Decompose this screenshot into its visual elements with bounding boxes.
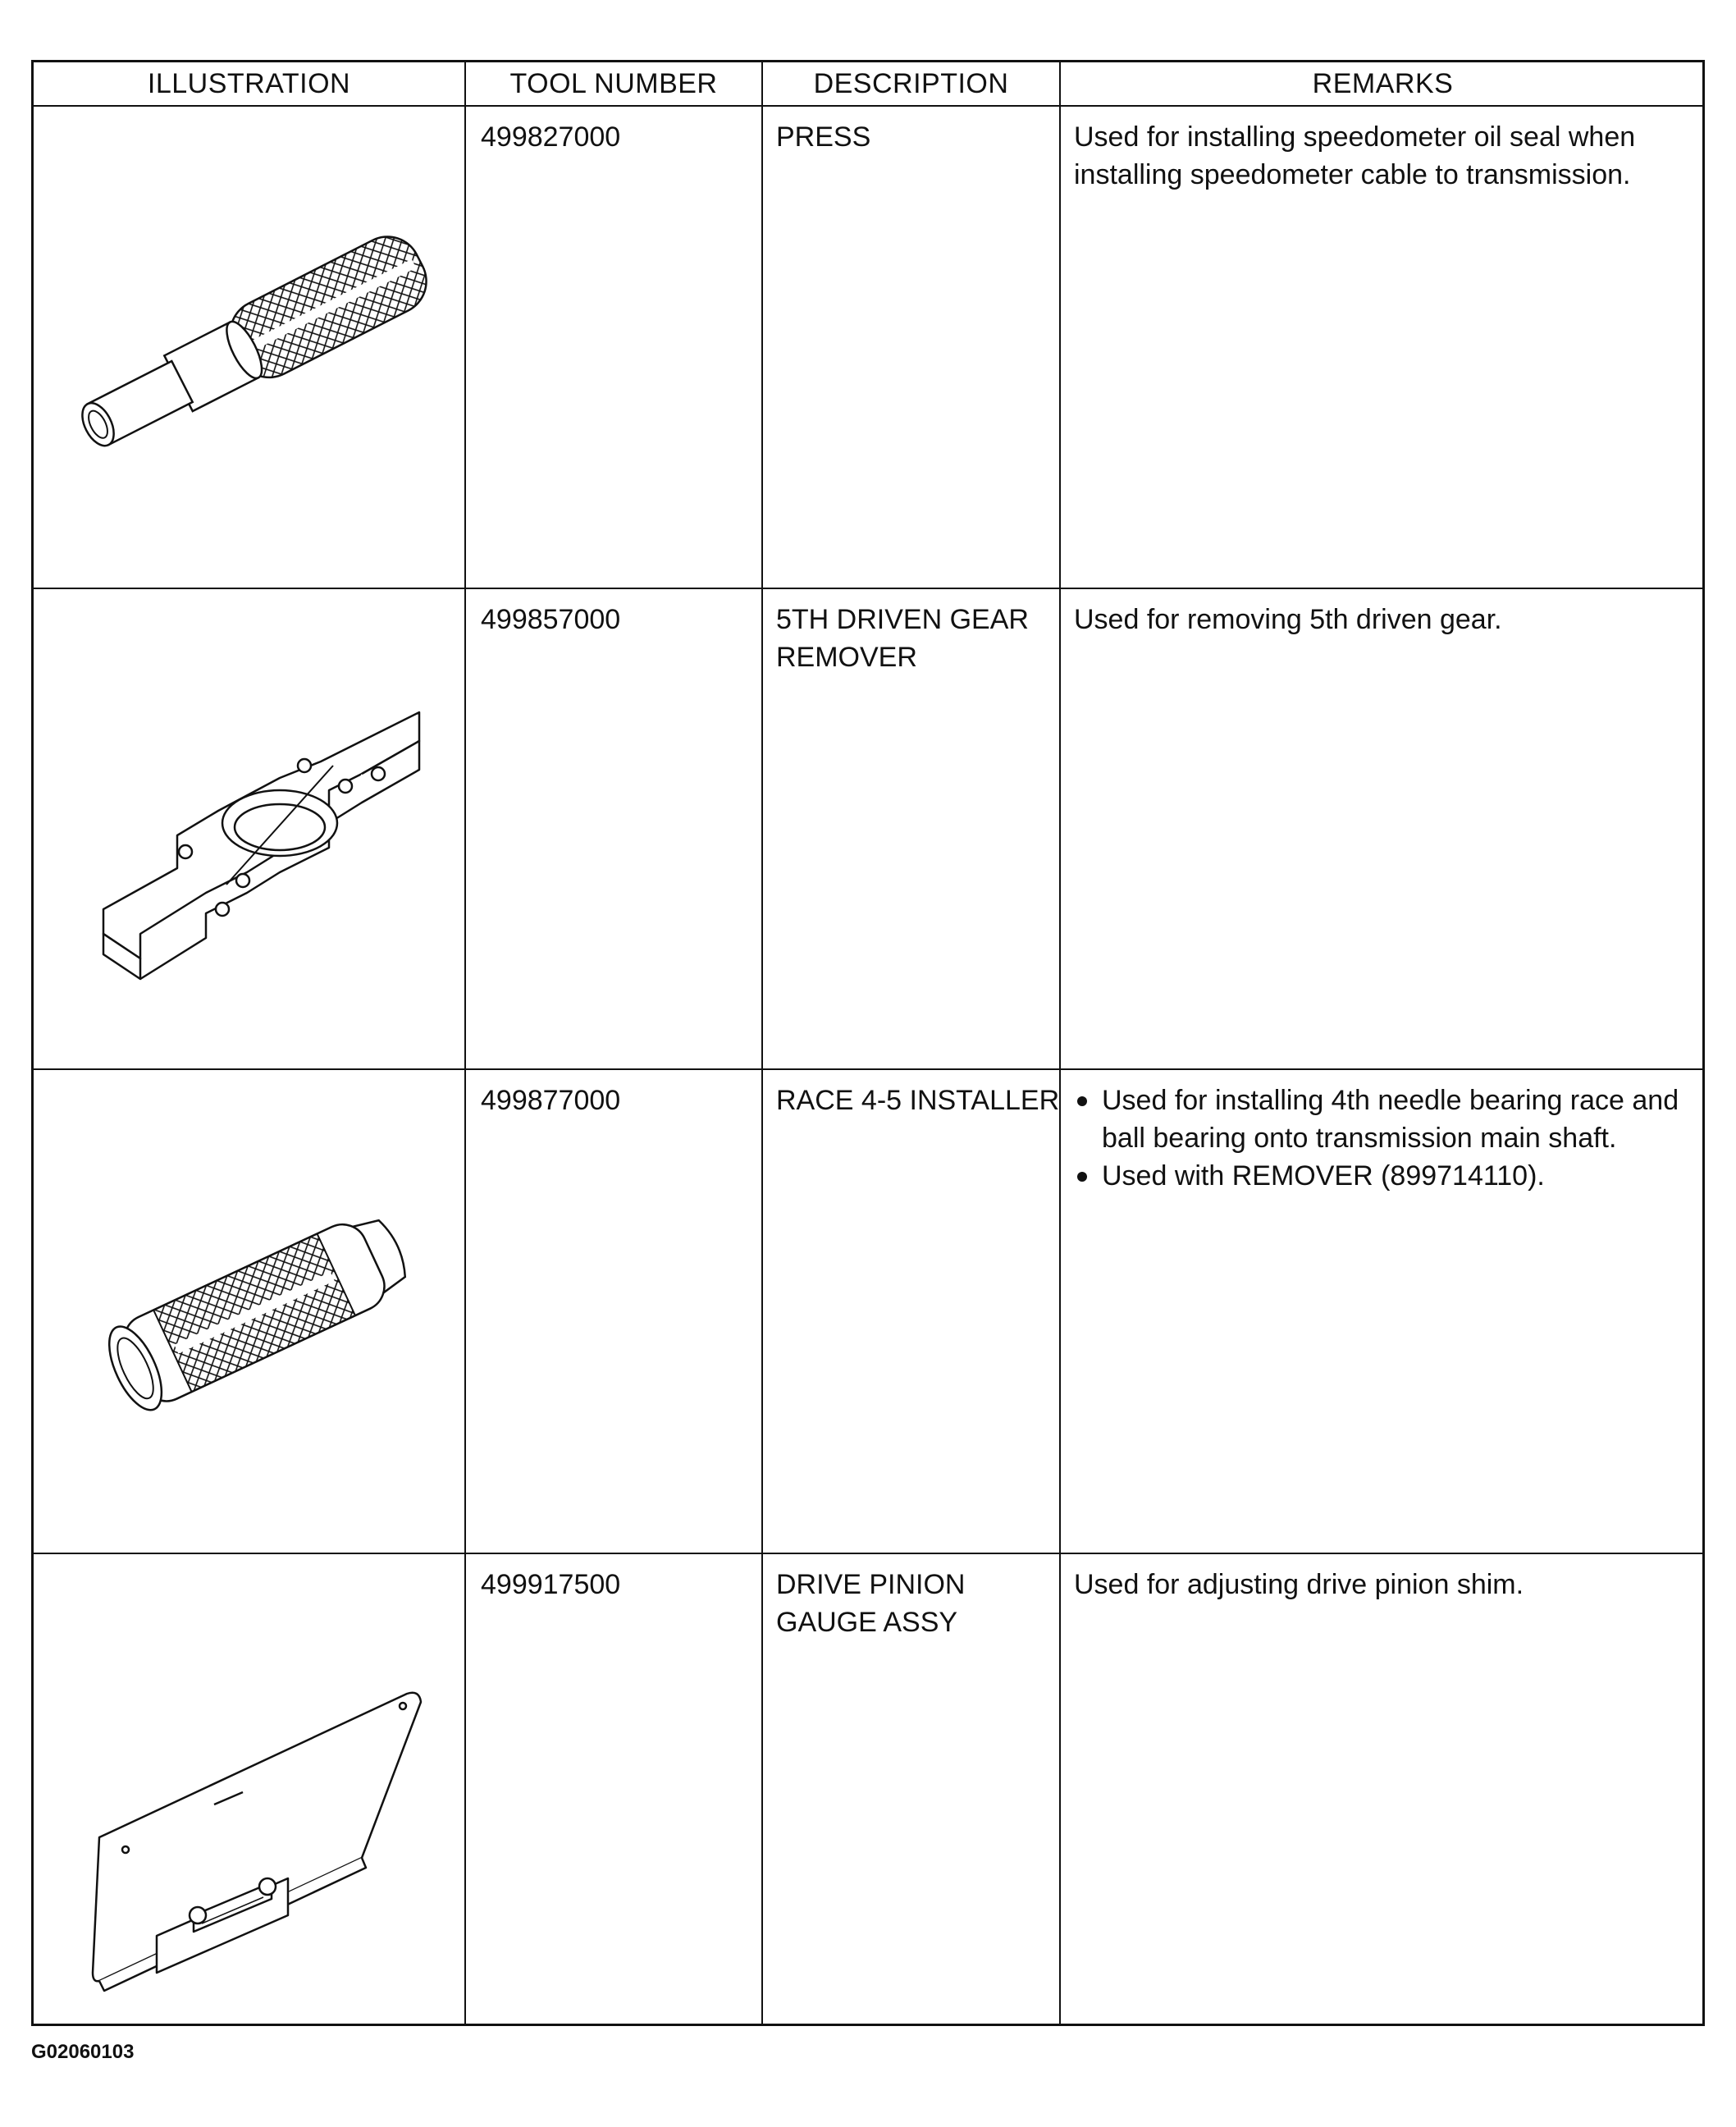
header-illustration: ILLUSTRATION — [147, 67, 351, 99]
header-description: DESCRIPTION — [813, 67, 1009, 99]
gear-remover-illustration — [34, 589, 464, 1068]
header-tool-number: TOOL NUMBER — [509, 67, 718, 99]
tool-number: 499917500 — [481, 1569, 621, 1600]
remark-text: Used for installing 4th needle bearing race and ball bearing onto transmission main shaft. — [1102, 1085, 1679, 1154]
remark-bullet — [1074, 1082, 1697, 1157]
table-row — [34, 1070, 1702, 1553]
tool-remarks: Used for installing speedometer oil seal when installing speedometer cable to transmission. — [1074, 121, 1636, 190]
tool-description: RACE 4-5 INSTALLER — [776, 1085, 1060, 1116]
table-row — [34, 1554, 1702, 2026]
table-row — [34, 107, 1702, 588]
press-tool-illustration — [34, 107, 464, 588]
tool-description: DRIVE PINION GAUGE ASSY — [776, 1569, 966, 1638]
race-installer-illustration — [34, 1070, 464, 1553]
tool-remarks: Used for adjusting drive pinion shim. — [1074, 1569, 1524, 1600]
figure-id: G02060103 — [31, 2041, 135, 2063]
remark-bullet — [1074, 1157, 1697, 1195]
tool-number: 499827000 — [481, 121, 621, 153]
tool-table — [31, 60, 1705, 2026]
tool-remarks: Used for removing 5th driven gear. — [1074, 604, 1502, 635]
tool-description: 5TH DRIVEN GEAR REMOVER — [776, 604, 1029, 673]
press-tool-icon — [34, 107, 464, 588]
bullet-icon — [1077, 1172, 1087, 1182]
pinion-gauge-illustration — [34, 1554, 464, 2026]
bullet-icon — [1077, 1096, 1087, 1106]
remark-text: Used with REMOVER (899714110). — [1102, 1160, 1545, 1192]
gear-remover-icon — [34, 589, 464, 1068]
tool-number: 499857000 — [481, 604, 621, 635]
header-remarks: REMARKS — [1312, 67, 1454, 99]
tool-remarks — [1074, 1082, 1697, 1195]
table-row — [34, 589, 1702, 1068]
pinion-gauge-icon — [34, 1554, 464, 2026]
race-installer-icon — [34, 1070, 464, 1553]
tool-number: 499877000 — [481, 1085, 621, 1116]
tool-description: PRESS — [776, 121, 871, 153]
